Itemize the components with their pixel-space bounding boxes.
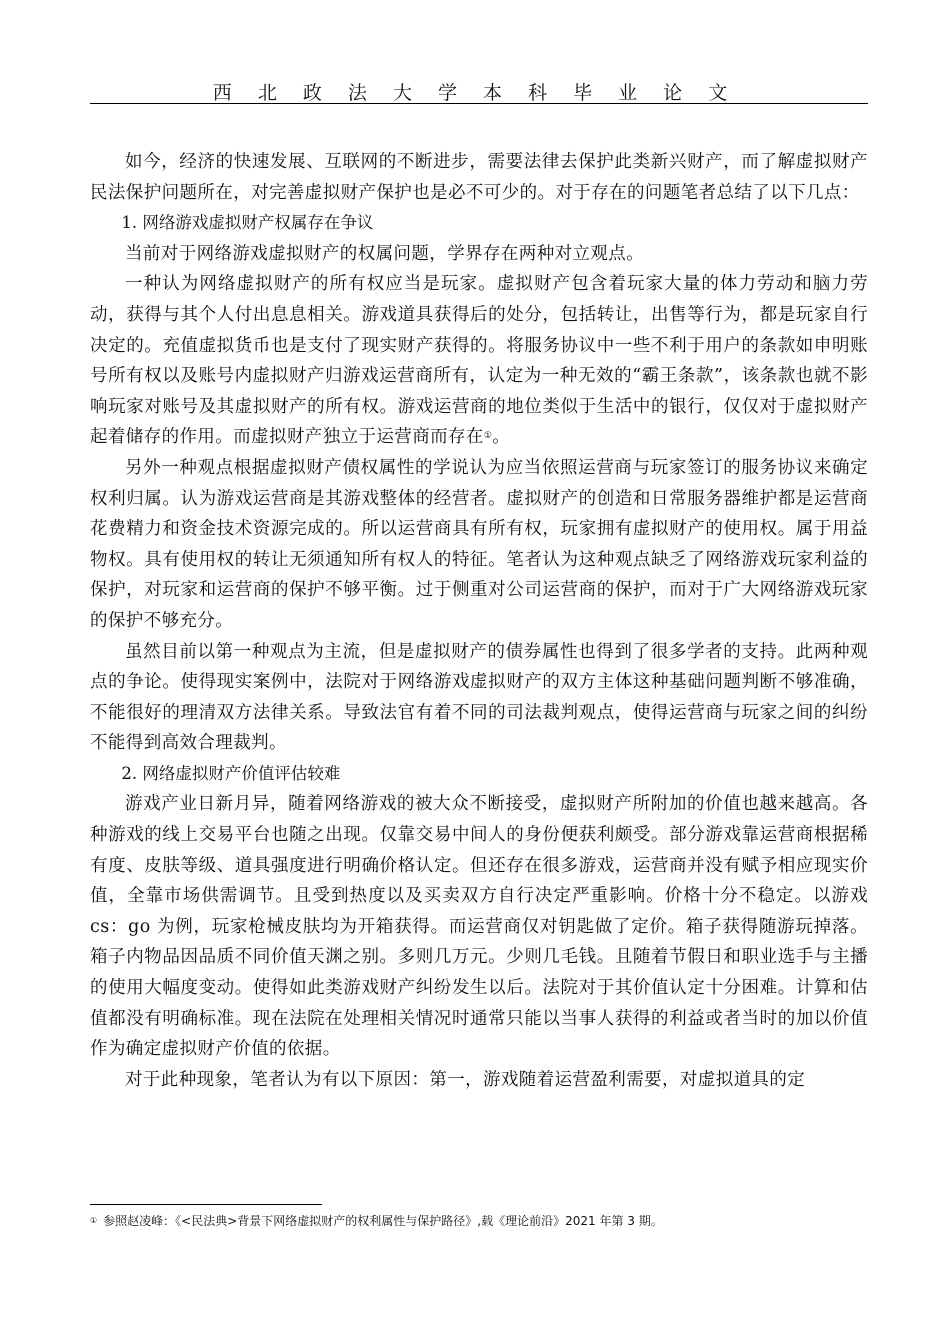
paragraph-two-views: 当前对于网络游戏虚拟财产的权属问题，学界存在两种对立观点。 (125, 243, 645, 264)
paragraph-valuation: 游戏产业日新月异，随着网络游戏的被大众不断接受，虚拟财产所附加的价值也越来越高。各种游戏的线上交易平台也随之出现。仅靠交易中间人的身份便获利颇受。部分游戏靠运营商根据稀有度、皮肤等级、道具强度进行明确价格认定。但还存在很多游戏，运营商并没有赋予相应现实价值，全靠市场供需调节。且受到热度以及买卖双方自行决定严重影响。价格十分不稳定。以游戏 cs：go 为例，玩家枪械皮肤均为开箱获得。而运营商仅对钥匙做了定价。箱子获得随游玩掉落。箱子内物品因品质不同价值天渊之别。多则几万元。少则几毛钱。且随着节假日和职业选手与主播的使用大幅度变动。使得如此类游戏财产纠纷发生以后。法院对于其价值认定十分困难。计算和估值都没有明确标准。现在法院在处理相关情况时通常只能以当事人获得的利益或者当时的加以价值作为确定虚拟财产价值的依据。 (90, 794, 868, 1060)
section-heading-ownership: 1. 网络游戏虚拟财产权属存在争议 (121, 213, 374, 233)
footnote (90, 1212, 868, 1230)
paragraph-operator-ownership: 另外一种观点根据虚拟财产债权属性的学说认为应当依照运营商与玩家签订的服务协议来确定权利归属。认为游戏运营商是其游戏整体的经营者。虚拟财产的创造和日常服务器维护都是运营商花费精力和资金技术资源完成的。所以运营商具有所有权，玩家拥有虚拟财产的使用权。属于用益物权。具有使用权的转让无须通知所有权人的特征。笔者认为这种观点缺乏了网络游戏玩家利益的保护，对玩家和运营商的保护不够平衡。过于侧重对公司运营商的保护，而对于广大网络游戏玩家的保护不够充分。 (90, 457, 868, 631)
footnote-text: 参照赵凌峰：《<民法典>背景下网络虚拟财产的权利属性与保护路径》,载《理论前沿》2021 年第 3 期。 (103, 1214, 663, 1228)
page-header-title: 西 北 政 法 大 学 本 科 毕 业 论 文 (212, 82, 738, 104)
paragraph-mainstream-view: 虽然目前以第一种观点为主流，但是虚拟财产的债券属性也得到了很多学者的支持。此两种观点的争论。使得现实案例中，法院对于网络游戏虚拟财产的双方主体这种基础问题判断不够准确，不能很好的理清双方法律关系。导致法官有着不同的司法裁判观点，使得运营商与玩家之间的纠纷不能得到高效合理裁判。 (90, 641, 868, 754)
footnote-reference[interactable]: ① (483, 431, 493, 442)
paragraph-reasons: 对于此种现象，笔者认为有以下原因：第一，游戏随着运营盈利需要，对虚拟道具的定 (125, 1069, 806, 1090)
paragraph-player-ownership-text: 一种认为网络虚拟财产的所有权应当是玩家。虚拟财产包含着玩家大量的体力劳动和脑力劳动，获得与其个人付出息息相关。游戏道具获得后的处分，包括转让，出售等行为，都是玩家自行决定的。充值虚拟货币也是支付了现实财产获得的。将服务协议中一些不利于用户的条款如申明账号所有权以及账号内虚拟财产归游戏运营商所有，认定为一种无效的“霸王条款”，该条款也就不影响玩家对账号及其虚拟财产的所有权。游戏运营商的地位类似于生活中的银行，仅仅对于虚拟财产起着储存的作用。而虚拟财产独立于运营商而存在 (90, 274, 868, 448)
paragraph-intro: 如今，经济的快速发展、互联网的不断进步，需要法律去保护此类新兴财产，而了解虚拟财产民法保护问题所在，对完善虚拟财产保护也是必不可少的。对于存在的问题笔者总结了以下几点： (90, 152, 868, 203)
paragraph-player-ownership-end: 。 (492, 427, 511, 448)
footnote-mark: ① (90, 1216, 98, 1225)
header-divider (90, 103, 868, 104)
footnote-divider (90, 1204, 322, 1205)
section-heading-valuation: 2. 网络虚拟财产价值评估较难 (121, 763, 341, 783)
document-body (90, 147, 868, 1095)
paragraph-player-ownership (90, 269, 868, 453)
